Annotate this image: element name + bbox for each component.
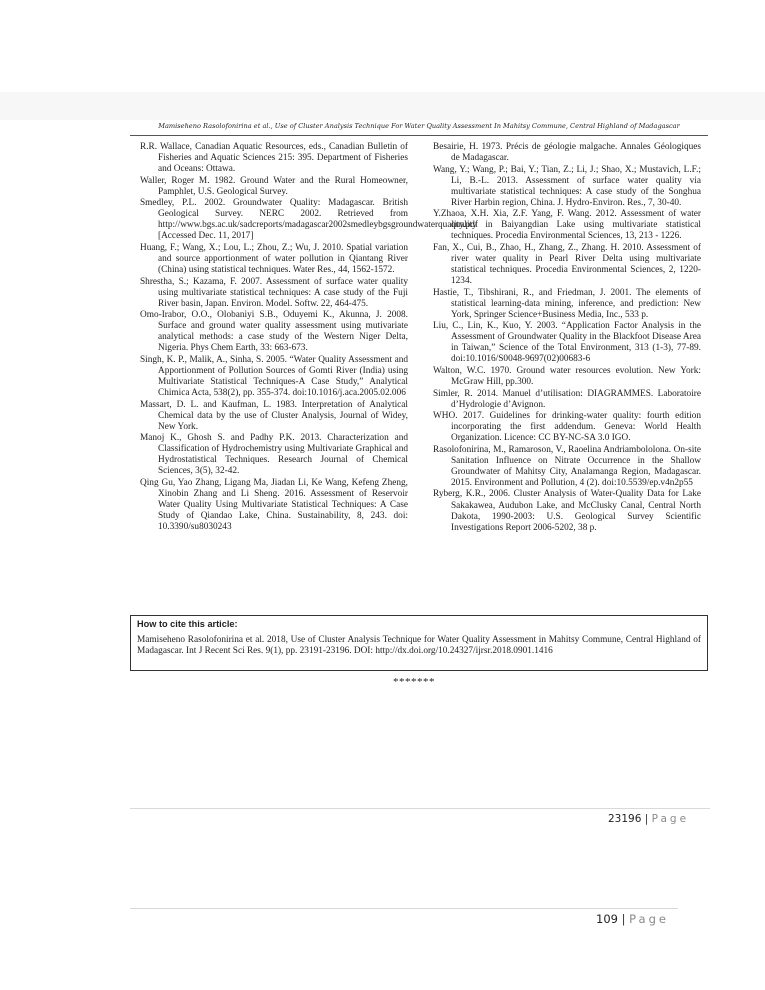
footer-rule (130, 908, 678, 909)
citation-text: Mamiseheno Rasolofonirina et al. 2018, Use of Cluster Analysis Technique for Water Quality Assessment in Mahitsy Commune, Central Highland of Madagascar. Int J Recent Sci Res. 9(1), pp. 23191-23196. DOI: http://dx.doi.org/10.24327/ijrsr.2018.0901.1416 (137, 635, 701, 656)
reference-item: Walton, W.C. 1970. Ground water resources evolution. New York: McGraw Hill, pp.300. (433, 365, 701, 387)
reference-item: Rasolofonirina, M., Ramaroson, V., Raoelina Andriambololona. On-site Sanitation Influence on Nitrate Occurrence in the Shallow Groundwater of Mahitsy City, Analamanga Region, Madagascar. 2015. Environment and Pollution, 4 (2). doi:10.5539/ep.v4n2p55 (433, 444, 701, 488)
reference-item: Fan, X., Cui, B., Zhao, H., Zhang, Z., Zhang. H. 2010. Assessment of river water quality in Pearl River Delta using multivariate statistical techniques. Procedia Environmental Sciences, 2, 1220-1234. (433, 242, 701, 287)
reference-item: Ryberg, K.R., 2006. Cluster Analysis of Water-Quality Data for Lake Sakakawea, Audubon Lake, and McClusky Canal, Central North Dakota, 1990-2003: U.S. Geological Survey Scientific Investigations Report 2006-5202, 38 p. (433, 489, 701, 533)
reference-item: Singh, K. P., Malik, A., Sinha, S. 2005. “Water Quality Assessment and Apportionment of Pollution Sources of Gomti River (India) using Multivariate Statistical Techniques-A Case Study,” Analytical Chimica Acta, 538(2), pp. 355-374. doi:10.1016/j.aca.2005.02.006 (140, 354, 408, 399)
reference-item: Omo-Irabor, O.O., Olobaniyi S.B., Oduyemi K., Akunna, J. 2008. Surface and ground water quality assessment using mutivariate analytical methods: a case study of the Western Niger Delta, Nigeria. Phys Chem Earth, 33: 663-673. (140, 310, 408, 354)
running-header: Mamiseheno Rasolofonirina et al., Use of Cluster Analysis Technique For Water Quality Assessment In Mahitsy Commune, Central Highland of Madagascar (158, 122, 680, 130)
top-band (0, 92, 765, 120)
page-number-volume (596, 912, 669, 926)
reference-item: R.R. Wallace, Canadian Aquatic Resources, eds., Canadian Bulletin of Fisheries and Aquatic Sciences 215: 395. Department of Fisheries and Oceans: Ottawa. (140, 142, 408, 175)
reference-item: Hastie, T., Tibshirani, R., and Friedman, J. 2001. The elements of statistical learning-data mining, inference, and prediction: New York, Springer Science+Business Media, Inc., 533 p. (433, 287, 701, 320)
end-of-article-mark: ******* (393, 676, 435, 688)
page-number-separator: | (644, 813, 649, 825)
page-number-word: Page (651, 813, 690, 825)
page-number-value: 23196 (608, 813, 642, 825)
reference-item: Smedley, P.L. 2002. Groundwater Quality: Madagascar. British Geological Survey. NERC 2002. Retrieved from http://www.bgs.ac.uk/sadcreports/madagascar2002smedleybgsgroundwaterquality.pdf [Accessed Dec. 11, 2017] (140, 198, 478, 242)
page-number-journal (608, 813, 689, 825)
reference-item: Huang, F.; Wang, X.; Lou, L.; Zhou, Z.; Wu, J. 2010. Spatial variation and source apportionment of water pollution in Qiantang River (China) using statistical techniques. Water Res., 44, 1562-1572. (140, 242, 408, 276)
citation-box (130, 615, 708, 671)
reference-item: WHO. 2017. Guidelines for drinking-water quality: fourth edition incorporating the first addendum. Geneva: World Health Organization. Licence: CC BY-NC-SA 3.0 IGO. (433, 411, 701, 444)
reference-item: Shrestha, S.; Kazama, F. 2007. Assessment of surface water quality using multivariate statistical techniques: A case study of the Fuji River basin, Japan. Environ. Model. Softw. 22, 464-475. (140, 276, 408, 309)
citation-heading: How to cite this article: (137, 619, 238, 629)
reference-item: Simler, R. 2014. Manuel d’utilisation: DIAGRAMMES. Laboratoire d’Hydrologie d’Avignon. (433, 388, 701, 410)
header-rule (130, 135, 708, 136)
reference-item: Y.Zhaoa, X.H. Xia, Z.F. Yang, F. Wang. 2012. Assessment of water quality in Baiyangdian Lake using multivariate statistical techniques. Procedia Environmental Sciences, 13, 213 - 1226. (433, 209, 701, 242)
reference-item: Qing Gu, Yao Zhang, Ligang Ma, Jiadan Li, Ke Wang, Kefeng Zheng, Xinobin Zhang and Li Sheng. 2016. Assessment of Reservoir Water Quality Using Multivariate Statistical Techniques: A Case Study of Qiandao Lake, China. Sustainability, 8, 243. doi: 10.3390/su8030243 (140, 477, 408, 533)
reference-item: Wang, Y.; Wang, P.; Bai, Y.; Tian, Z.; Li, J.; Shao, X.; Mustavich, L.F.; Li, B.-L. 2013. Assessment of surface water quality via multivariate statistical techniques: A case study of the Songhua River Harbin region, China. J. Hydro-Environ. Res., 7, 30-40. (433, 164, 701, 208)
reference-item: Manoj K., Ghosh S. and Padhy P.K. 2013. Characterization and Classification of Hydrochemistry using Multivariate Graphical and Hydrostatistical Techniques. Research Journal of Chemical Sciences, 3(5), 32-42. (140, 433, 408, 477)
page-number-value: 109 (596, 912, 618, 926)
footer-rule (130, 808, 710, 809)
page-number-separator: | (621, 912, 626, 926)
page-number-word: Page (629, 912, 669, 926)
reference-item: Massart, D. L. and Kaufman, L. 1983. Interpretation of Analytical Chemical data by the use of Cluster Analysis, Journal of Widey, New York. (140, 399, 408, 432)
reference-item: Liu, C., Lin, K., Kuo, Y. 2003. “Application Factor Analysis in the Assessment of Groundwater Quality in the Blackfoot Disease Area in Taiwan,” Science of the Total Environment, 313 (1-3), 77-89. doi:10.1016/S0048-9697(02)00683-6 (433, 321, 701, 365)
references-left-column (140, 142, 478, 534)
reference-item: Besairie, H. 1973. Précis de géologie malgache. Annales Géologiques de Madagascar. (433, 142, 701, 164)
reference-item: Waller, Roger M. 1982. Ground Water and the Rural Homeowner, Pamphlet, U.S. Geological Survey. (140, 175, 408, 197)
references-right-column (433, 142, 701, 534)
